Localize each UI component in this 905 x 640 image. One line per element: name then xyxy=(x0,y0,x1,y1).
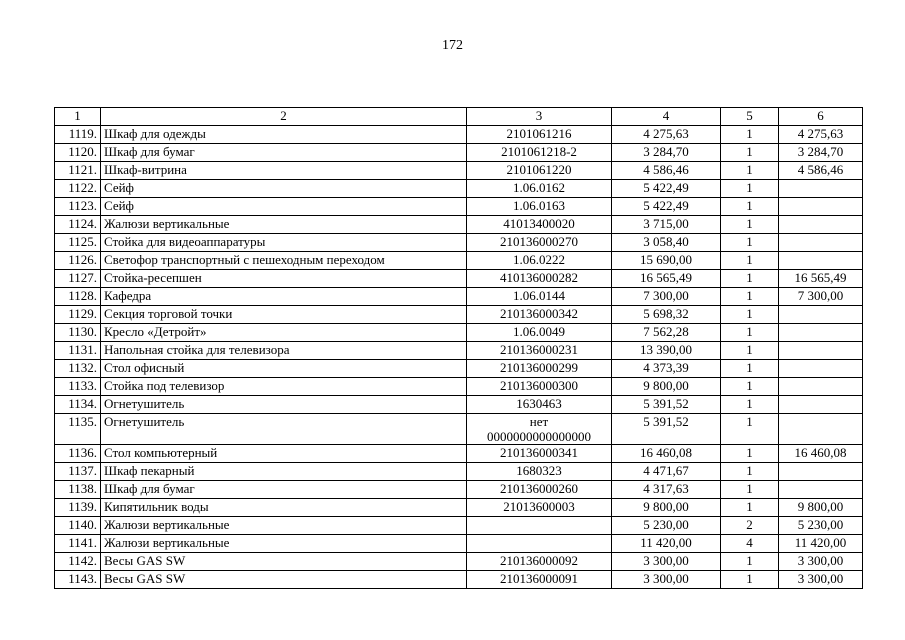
row-number-cell: 1120. xyxy=(55,144,101,162)
row-number-cell: 1122. xyxy=(55,180,101,198)
item-name-cell: Шкаф пекарный xyxy=(101,463,467,481)
sum-cell xyxy=(779,342,863,360)
table-row xyxy=(55,378,863,396)
quantity-cell: 1 xyxy=(721,463,779,481)
row-number-cell: 1137. xyxy=(55,463,101,481)
price-cell: 13 390,00 xyxy=(612,342,721,360)
price-cell: 4 373,39 xyxy=(612,360,721,378)
inventory-code-cell xyxy=(467,216,612,234)
row-number-cell: 1135. xyxy=(55,414,101,445)
inventory-code-line: 210136000260 xyxy=(500,481,578,496)
inventory-table xyxy=(54,107,863,589)
quantity-cell: 1 xyxy=(721,360,779,378)
table-row xyxy=(55,162,863,180)
table-row xyxy=(55,180,863,198)
table-row xyxy=(55,306,863,324)
inventory-code-line: 2101061218-2 xyxy=(501,144,577,159)
price-cell: 16 460,08 xyxy=(612,445,721,463)
item-name-cell: Шкаф для бумаг xyxy=(101,144,467,162)
quantity-cell: 1 xyxy=(721,445,779,463)
inventory-code-cell xyxy=(467,270,612,288)
row-number-cell: 1134. xyxy=(55,396,101,414)
price-cell: 5 230,00 xyxy=(612,517,721,535)
sum-cell: 5 230,00 xyxy=(779,517,863,535)
row-number-cell: 1141. xyxy=(55,535,101,553)
item-name-cell: Шкаф для одежды xyxy=(101,126,467,144)
price-cell: 3 300,00 xyxy=(612,553,721,571)
sum-cell xyxy=(779,463,863,481)
price-cell: 15 690,00 xyxy=(612,252,721,270)
sum-cell xyxy=(779,414,863,445)
item-name-cell: Стойка под телевизор xyxy=(101,378,467,396)
item-name-cell: Кресло «Детройт» xyxy=(101,324,467,342)
header-cell: 4 xyxy=(612,108,721,126)
item-name-cell: Стол компьютерный xyxy=(101,445,467,463)
row-number-cell: 1132. xyxy=(55,360,101,378)
sum-cell xyxy=(779,360,863,378)
row-number-cell: 1119. xyxy=(55,126,101,144)
sum-cell: 16 565,49 xyxy=(779,270,863,288)
table-row xyxy=(55,234,863,252)
quantity-cell: 1 xyxy=(721,252,779,270)
inventory-code-line: 1.06.0222 xyxy=(513,252,565,267)
price-cell: 3 284,70 xyxy=(612,144,721,162)
inventory-code-cell xyxy=(467,445,612,463)
quantity-cell: 1 xyxy=(721,481,779,499)
quantity-cell: 1 xyxy=(721,162,779,180)
item-name-cell: Огнетушитель xyxy=(101,396,467,414)
price-cell: 16 565,49 xyxy=(612,270,721,288)
row-number-cell: 1126. xyxy=(55,252,101,270)
sum-cell xyxy=(779,216,863,234)
inventory-code-line: 210136000299 xyxy=(500,360,578,375)
quantity-cell: 1 xyxy=(721,414,779,445)
row-number-cell: 1133. xyxy=(55,378,101,396)
item-name-cell: Напольная стойка для телевизора xyxy=(101,342,467,360)
quantity-cell: 1 xyxy=(721,270,779,288)
header-cell: 6 xyxy=(779,108,863,126)
sum-cell xyxy=(779,252,863,270)
row-number-cell: 1121. xyxy=(55,162,101,180)
table-row xyxy=(55,535,863,553)
quantity-cell: 1 xyxy=(721,288,779,306)
price-cell: 9 800,00 xyxy=(612,499,721,517)
header-cell: 3 xyxy=(467,108,612,126)
quantity-cell: 1 xyxy=(721,198,779,216)
quantity-cell: 2 xyxy=(721,517,779,535)
sum-cell: 3 300,00 xyxy=(779,553,863,571)
row-number-cell: 1123. xyxy=(55,198,101,216)
item-name-cell: Светофор транспортный с пешеходным переходом xyxy=(101,252,467,270)
inventory-code-line: 210136000092 xyxy=(500,553,578,568)
table-row xyxy=(55,571,863,589)
inventory-code-line: 210136000341 xyxy=(500,445,578,460)
inventory-code-cell xyxy=(467,162,612,180)
item-name-cell: Жалюзи вертикальные xyxy=(101,535,467,553)
item-name-cell: Сейф xyxy=(101,180,467,198)
row-number-cell: 1140. xyxy=(55,517,101,535)
price-cell: 5 391,52 xyxy=(612,414,721,445)
inventory-code-line: 410136000282 xyxy=(500,270,578,285)
inventory-code-cell xyxy=(467,553,612,571)
price-cell: 5 422,49 xyxy=(612,180,721,198)
inventory-code-cell xyxy=(467,499,612,517)
row-number-cell: 1142. xyxy=(55,553,101,571)
row-number-cell: 1138. xyxy=(55,481,101,499)
item-name-cell: Жалюзи вертикальные xyxy=(101,216,467,234)
inventory-code-line: 2101061220 xyxy=(506,162,572,177)
table-row xyxy=(55,324,863,342)
sum-cell: 11 420,00 xyxy=(779,535,863,553)
table-row xyxy=(55,553,863,571)
quantity-cell: 1 xyxy=(721,144,779,162)
price-cell: 5 391,52 xyxy=(612,396,721,414)
inventory-code-line: 210136000342 xyxy=(500,306,578,321)
row-number-cell: 1131. xyxy=(55,342,101,360)
item-name-cell: Весы GAS SW xyxy=(101,553,467,571)
price-cell: 3 715,00 xyxy=(612,216,721,234)
table-row xyxy=(55,252,863,270)
price-cell: 7 562,28 xyxy=(612,324,721,342)
item-name-cell: Секция торговой точки xyxy=(101,306,467,324)
inventory-code-cell xyxy=(467,252,612,270)
inventory-code-line: 1.06.0144 xyxy=(513,288,565,303)
inventory-code-line: 210136000231 xyxy=(500,342,578,357)
header-cell: 2 xyxy=(101,108,467,126)
table-row xyxy=(55,481,863,499)
inventory-code-line: 2101061216 xyxy=(506,126,572,141)
item-name-cell: Шкаф-витрина xyxy=(101,162,467,180)
quantity-cell: 1 xyxy=(721,571,779,589)
item-name-cell: Стойка для видеоаппаратуры xyxy=(101,234,467,252)
sum-cell xyxy=(779,198,863,216)
sum-cell xyxy=(779,324,863,342)
inventory-code-cell xyxy=(467,180,612,198)
table-row xyxy=(55,445,863,463)
inventory-code-cell xyxy=(467,126,612,144)
item-name-cell: Огнетушитель xyxy=(101,414,467,445)
page-number: 172 xyxy=(442,38,463,53)
sum-cell: 4 275,63 xyxy=(779,126,863,144)
inventory-code-cell xyxy=(467,360,612,378)
inventory-code-line: 1630463 xyxy=(516,396,562,411)
row-number-cell: 1136. xyxy=(55,445,101,463)
quantity-cell: 1 xyxy=(721,396,779,414)
sum-cell: 4 586,46 xyxy=(779,162,863,180)
sum-cell xyxy=(779,481,863,499)
table-row xyxy=(55,499,863,517)
item-name-cell: Жалюзи вертикальные xyxy=(101,517,467,535)
table-header-row xyxy=(55,108,863,126)
sum-cell: 16 460,08 xyxy=(779,445,863,463)
inventory-code-line: 1.06.0163 xyxy=(513,198,565,213)
inventory-code-line: 210136000091 xyxy=(500,571,578,586)
inventory-code-cell xyxy=(467,571,612,589)
inventory-code-cell xyxy=(467,342,612,360)
inventory-code-cell xyxy=(467,324,612,342)
inventory-code-line: 210136000300 xyxy=(500,378,578,393)
row-number-cell: 1124. xyxy=(55,216,101,234)
quantity-cell: 1 xyxy=(721,342,779,360)
sum-cell: 3 284,70 xyxy=(779,144,863,162)
inventory-code-cell xyxy=(467,517,612,535)
quantity-cell: 1 xyxy=(721,216,779,234)
inventory-code-cell xyxy=(467,378,612,396)
price-cell: 4 586,46 xyxy=(612,162,721,180)
price-cell: 5 698,32 xyxy=(612,306,721,324)
inventory-code-line: 1.06.0049 xyxy=(513,324,565,339)
table-row xyxy=(55,517,863,535)
sum-cell: 3 300,00 xyxy=(779,571,863,589)
sum-cell xyxy=(779,306,863,324)
table-row xyxy=(55,144,863,162)
inventory-code-line: 41013400020 xyxy=(503,216,575,231)
table-row xyxy=(55,126,863,144)
quantity-cell: 4 xyxy=(721,535,779,553)
price-cell: 3 300,00 xyxy=(612,571,721,589)
inventory-code-line: 1.06.0162 xyxy=(513,180,565,195)
sum-cell xyxy=(779,396,863,414)
inventory-code-line: 21013600003 xyxy=(503,499,575,514)
row-number-cell: 1129. xyxy=(55,306,101,324)
quantity-cell: 1 xyxy=(721,499,779,517)
inventory-code-cell xyxy=(467,288,612,306)
quantity-cell: 1 xyxy=(721,126,779,144)
item-name-cell: Стойка-ресепшен xyxy=(101,270,467,288)
table-row xyxy=(55,360,863,378)
row-number-cell: 1128. xyxy=(55,288,101,306)
price-cell: 4 317,63 xyxy=(612,481,721,499)
row-number-cell: 1143. xyxy=(55,571,101,589)
row-number-cell: 1127. xyxy=(55,270,101,288)
sum-cell: 9 800,00 xyxy=(779,499,863,517)
inventory-code-cell xyxy=(467,306,612,324)
sum-cell xyxy=(779,180,863,198)
quantity-cell: 1 xyxy=(721,324,779,342)
table-row xyxy=(55,198,863,216)
inventory-code-line: 1680323 xyxy=(516,463,562,478)
item-name-cell: Стол офисный xyxy=(101,360,467,378)
inventory-code-cell xyxy=(467,144,612,162)
inventory-code-line: нет xyxy=(529,414,549,429)
inventory-code-line: 210136000270 xyxy=(500,234,578,249)
price-cell: 5 422,49 xyxy=(612,198,721,216)
sum-cell xyxy=(779,378,863,396)
table-row xyxy=(55,270,863,288)
item-name-cell: Сейф xyxy=(101,198,467,216)
price-cell: 11 420,00 xyxy=(612,535,721,553)
table-row xyxy=(55,288,863,306)
table-row xyxy=(55,342,863,360)
inventory-code-cell xyxy=(467,396,612,414)
table-row xyxy=(55,463,863,481)
row-number-cell: 1130. xyxy=(55,324,101,342)
item-name-cell: Шкаф для бумаг xyxy=(101,481,467,499)
row-number-cell: 1139. xyxy=(55,499,101,517)
table-row xyxy=(55,216,863,234)
inventory-code-cell xyxy=(467,414,612,445)
header-cell: 1 xyxy=(55,108,101,126)
price-cell: 7 300,00 xyxy=(612,288,721,306)
table-row xyxy=(55,414,863,445)
quantity-cell: 1 xyxy=(721,553,779,571)
row-number-cell: 1125. xyxy=(55,234,101,252)
quantity-cell: 1 xyxy=(721,180,779,198)
price-cell: 4 275,63 xyxy=(612,126,721,144)
quantity-cell: 1 xyxy=(721,306,779,324)
quantity-cell: 1 xyxy=(721,234,779,252)
item-name-cell: Весы GAS SW xyxy=(101,571,467,589)
price-cell: 3 058,40 xyxy=(612,234,721,252)
inventory-code-cell xyxy=(467,234,612,252)
inventory-code-line: 0000000000000000 xyxy=(487,429,591,444)
item-name-cell: Кафедра xyxy=(101,288,467,306)
sum-cell: 7 300,00 xyxy=(779,288,863,306)
price-cell: 4 471,67 xyxy=(612,463,721,481)
item-name-cell: Кипятильник воды xyxy=(101,499,467,517)
inventory-code-cell xyxy=(467,481,612,499)
table-row xyxy=(55,396,863,414)
sum-cell xyxy=(779,234,863,252)
inventory-code-cell xyxy=(467,198,612,216)
inventory-code-cell xyxy=(467,463,612,481)
quantity-cell: 1 xyxy=(721,378,779,396)
header-cell: 5 xyxy=(721,108,779,126)
inventory-code-cell xyxy=(467,535,612,553)
price-cell: 9 800,00 xyxy=(612,378,721,396)
